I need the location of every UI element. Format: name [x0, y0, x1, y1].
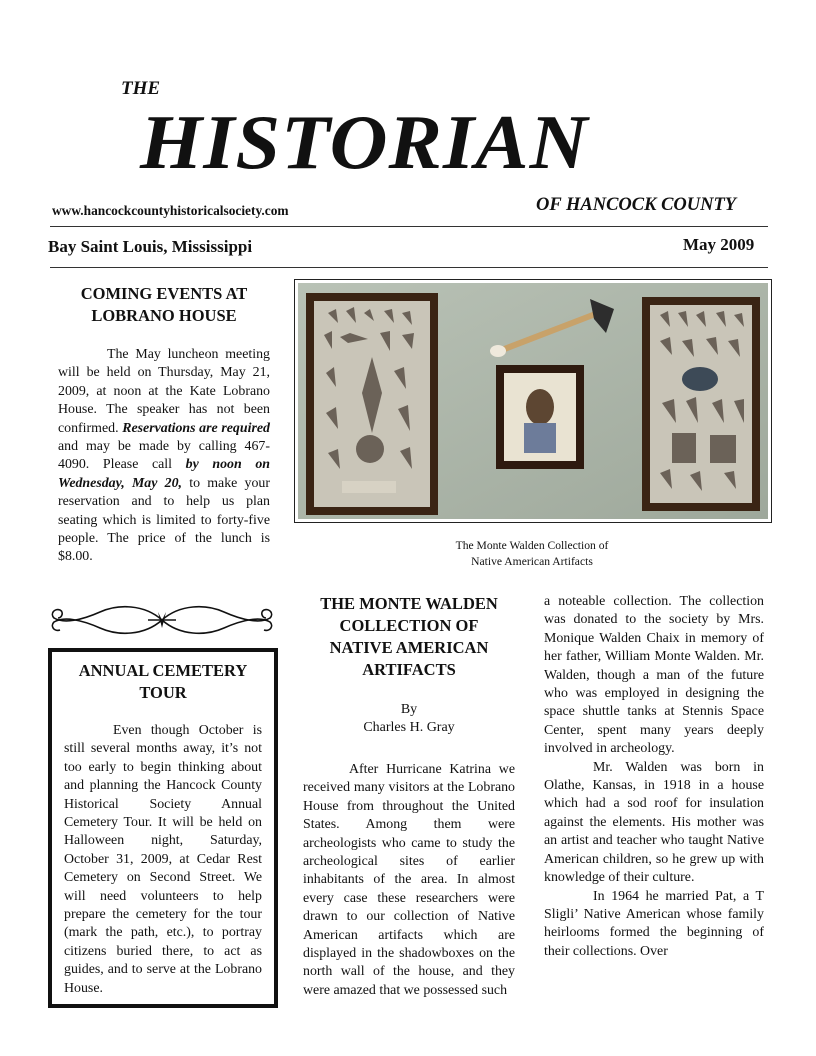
decorative-flourish — [48, 600, 276, 640]
article-paragraph-2: a noteable collection. The collection was donated to the society by Mrs. Monique Walden Chaix in memory of her father, William Monte Walden. Mr. Walden, though a man of the future who was employed in designing the space shuttle tanks at Stennis Space Center, spent many years deeply involved in archeology. — [544, 594, 764, 757]
second-rule — [50, 267, 768, 268]
photo-caption: The Monte Walden Collection of Native American Artifacts — [455, 539, 609, 568]
reservations-emphasis: Reservations are required — [122, 420, 270, 436]
article-paragraph-3: Mr. Walden was born in Olathe, Kansas, in 1918 in a house which had a sod roof for insulation against the elements. His mother was an artist and teacher who taught Native American children, so he grew up with knowledge of their culture. — [544, 759, 764, 886]
cemetery-tour-heading: ANNUAL CEMETERY TOUR — [78, 661, 248, 702]
article-by: By — [400, 702, 418, 717]
top-rule — [50, 226, 768, 227]
coming-events-heading: COMING EVENTS AT LOBRANO HOUSE — [80, 284, 248, 325]
society-website[interactable]: www.hancockcountyhistoricalsociety.com — [52, 203, 289, 218]
collection-photo — [294, 279, 772, 523]
cemetery-tour-box — [48, 648, 278, 1008]
coming-events-section — [58, 283, 270, 567]
masthead-the: THE — [121, 78, 161, 99]
coming-events-text: The May luncheon meeting will be held on Thursday, May 21, 2009, at noon at the Kate Lobrano House. The speaker has not been confirmed. Reservations are required and may be made by calling 467-4090. Please call by noon on Wednesday, May 20, to make your reservation and to help us plan seating which is limited to forty-five people. The price of the lunch is $8.00. — [58, 347, 270, 565]
location-line: Bay Saint Louis, Mississippi — [48, 237, 253, 256]
article-paragraph-4: In 1964 he married Pat, a T Sligli’ Native American whose family heirlooms formed the beginning of their collections. Over — [544, 888, 764, 959]
deadline-emphasis: by noon on Wednesday, May 20, — [58, 457, 270, 491]
masthead-subtitle: OF HANCOCK COUNTY — [536, 195, 737, 215]
collection-photo-image — [298, 283, 768, 519]
article-column-1 — [303, 593, 515, 1000]
article-column-2 — [544, 593, 764, 961]
article-heading: THE MONTE WALDEN COLLECTION OF NATIVE AMERICAN ARTIFACTS — [320, 594, 498, 679]
masthead-title: HISTORIAN — [140, 99, 589, 185]
article-author: Charles H. Gray — [363, 720, 455, 735]
issue-date: May 2009 — [683, 235, 755, 254]
article-paragraph-1: After Hurricane Katrina we received many visitors at the Lobrano House from throughout the United States. Among them were archeologists who came to study the archeological sites of earlier inhabitants of the area. In almost every case these researchers were drawn to our collection of Native American artifacts which are displayed in the shadowboxes on the north wall of the house, and they were amazed that we possessed such — [303, 762, 515, 998]
cemetery-tour-text: Even though October is still several months away, it’s not too early to begin thinking about and planning the Hancock County Historical Society Annual Cemetery Tour. It will be held on Halloween night, Saturday, October 31, 2009, at Cedar Rest Cemetery on Second Street. We will need volunteers to help prepare the cemetery for the tour (mark the path, etc.), to portray citizens buried there, to act as guides, and to serve at the Lobrano House. — [64, 723, 262, 996]
